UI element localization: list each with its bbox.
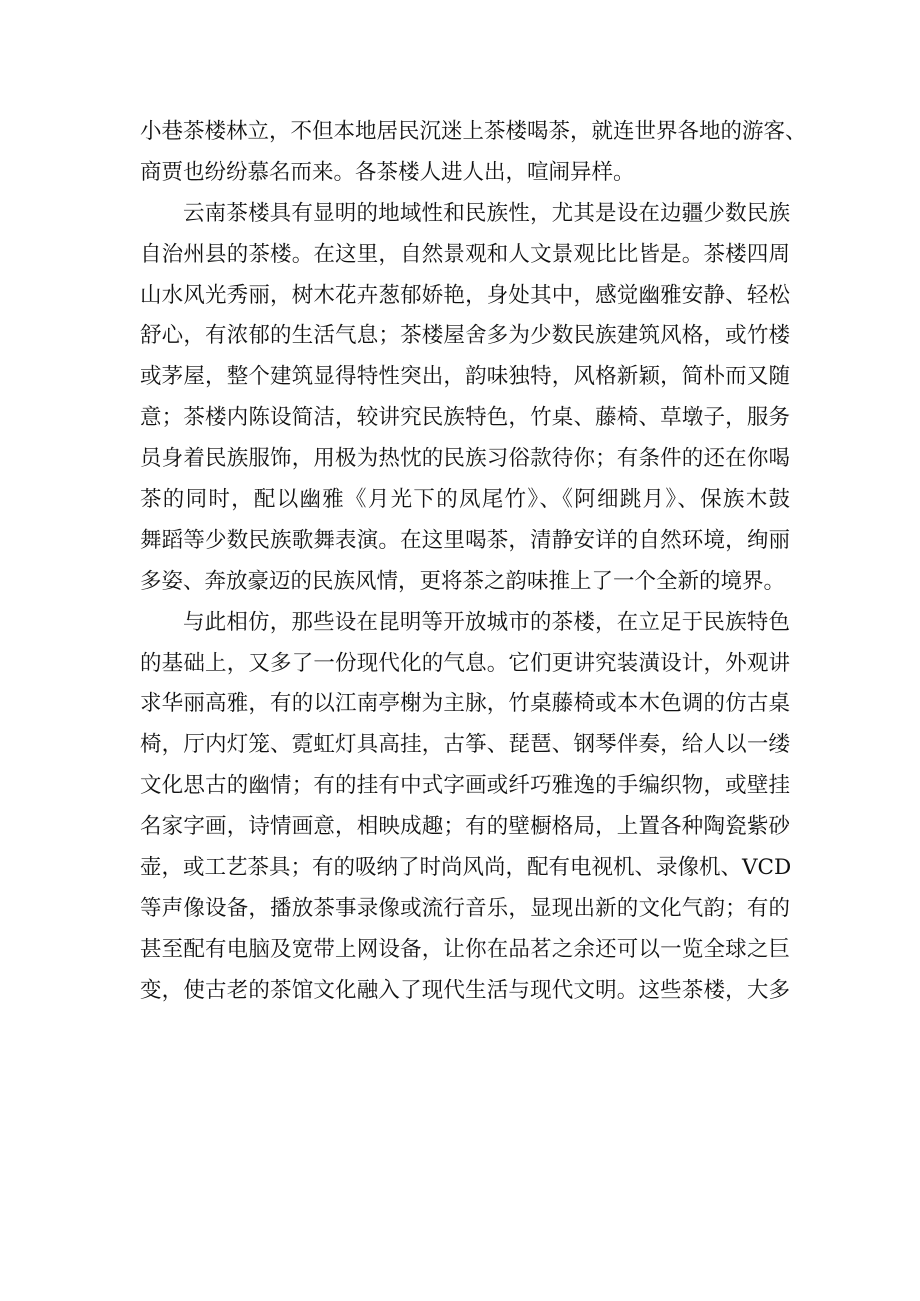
text-line: 舒心，有浓郁的生活气息；茶楼屋舍多为少数民族建筑风格，或竹楼 <box>140 323 790 349</box>
text-line: 云南茶楼具有显明的地域性和民族性，尤其是设在边疆少数民族 <box>183 200 790 226</box>
text-line: 商贾也纷纷慕名而来。各茶楼人进人出，喧闹异样。 <box>140 159 635 185</box>
text-line: 或茅屋，整个建筑显得特性突出，韵味独特，风格新颖，简朴而又随 <box>140 364 790 390</box>
text-line: 多姿、奔放豪迈的民族风情，更将茶之韵味推上了一个全新的境界。 <box>140 568 786 594</box>
text-line: 山水风光秀丽，树木花卉葱郁娇艳，身处其中，感觉幽雅安静、轻松 <box>140 282 790 308</box>
text-line: 员身着民族服饰，用极为热忱的民族习俗款待你；有条件的还在你喝 <box>140 446 790 472</box>
text-line: 名家字画，诗情画意，相映成趣；有的壁橱格局，上置各种陶瓷紫砂 <box>140 814 790 840</box>
paragraph-2 <box>140 194 790 603</box>
text-line: 甚至配有电脑及宽带上网设备，让你在品茗之余还可以一览全球之巨 <box>140 936 790 962</box>
paragraph-1 <box>140 112 807 194</box>
text-line: 求华丽高雅，有的以江南亭榭为主脉，竹桌藤椅或本木色调的仿古桌 <box>140 691 790 717</box>
text-line: 小巷茶楼林立，不但本地居民沉迷上茶楼喝茶，就连世界各地的游客、 <box>140 119 807 144</box>
text-line: 与此相仿，那些设在昆明等开放城市的茶楼，在立足于民族特色 <box>183 609 790 635</box>
text-line: 自治州县的茶楼。在这里，自然景观和人文景观比比皆是。茶楼四周 <box>140 241 790 267</box>
text-line: 的基础上，又多了一份现代化的气息。它们更讲究装潢设计，外观讲 <box>140 650 790 676</box>
text-line: 茶的同时，配以幽雅《月光下的凤尾竹》、《阿细跳月》、保族木鼓 <box>140 487 790 513</box>
text-line: 壶，或工艺茶具；有的吸纳了时尚风尚，配有电视机、录像机、VCD <box>140 855 792 881</box>
text-line: 意；茶楼内陈设简洁，较讲究民族特色，竹桌、藤椅、草墩子，服务 <box>140 405 790 431</box>
text-line: 文化思古的幽情；有的挂有中式字画或纤巧雅逸的手编织物，或壁挂 <box>140 773 790 799</box>
text-line: 椅，厅内灯笼、霓虹灯具高挂，古筝、琵琶、钢琴伴奏，给人以一缕 <box>140 732 790 758</box>
paragraph-3 <box>140 603 790 1012</box>
text-line: 等声像设备，播放茶事录像或流行音乐，显现出新的文化气韵；有的 <box>140 895 790 921</box>
text-line: 舞蹈等少数民族歌舞表演。在这里喝茶，清静安详的自然环境，绚丽 <box>140 527 790 553</box>
text-line: 变，使古老的茶馆文化融入了现代生活与现代文明。这些茶楼，大多 <box>140 977 790 1003</box>
body-text <box>140 112 807 1012</box>
